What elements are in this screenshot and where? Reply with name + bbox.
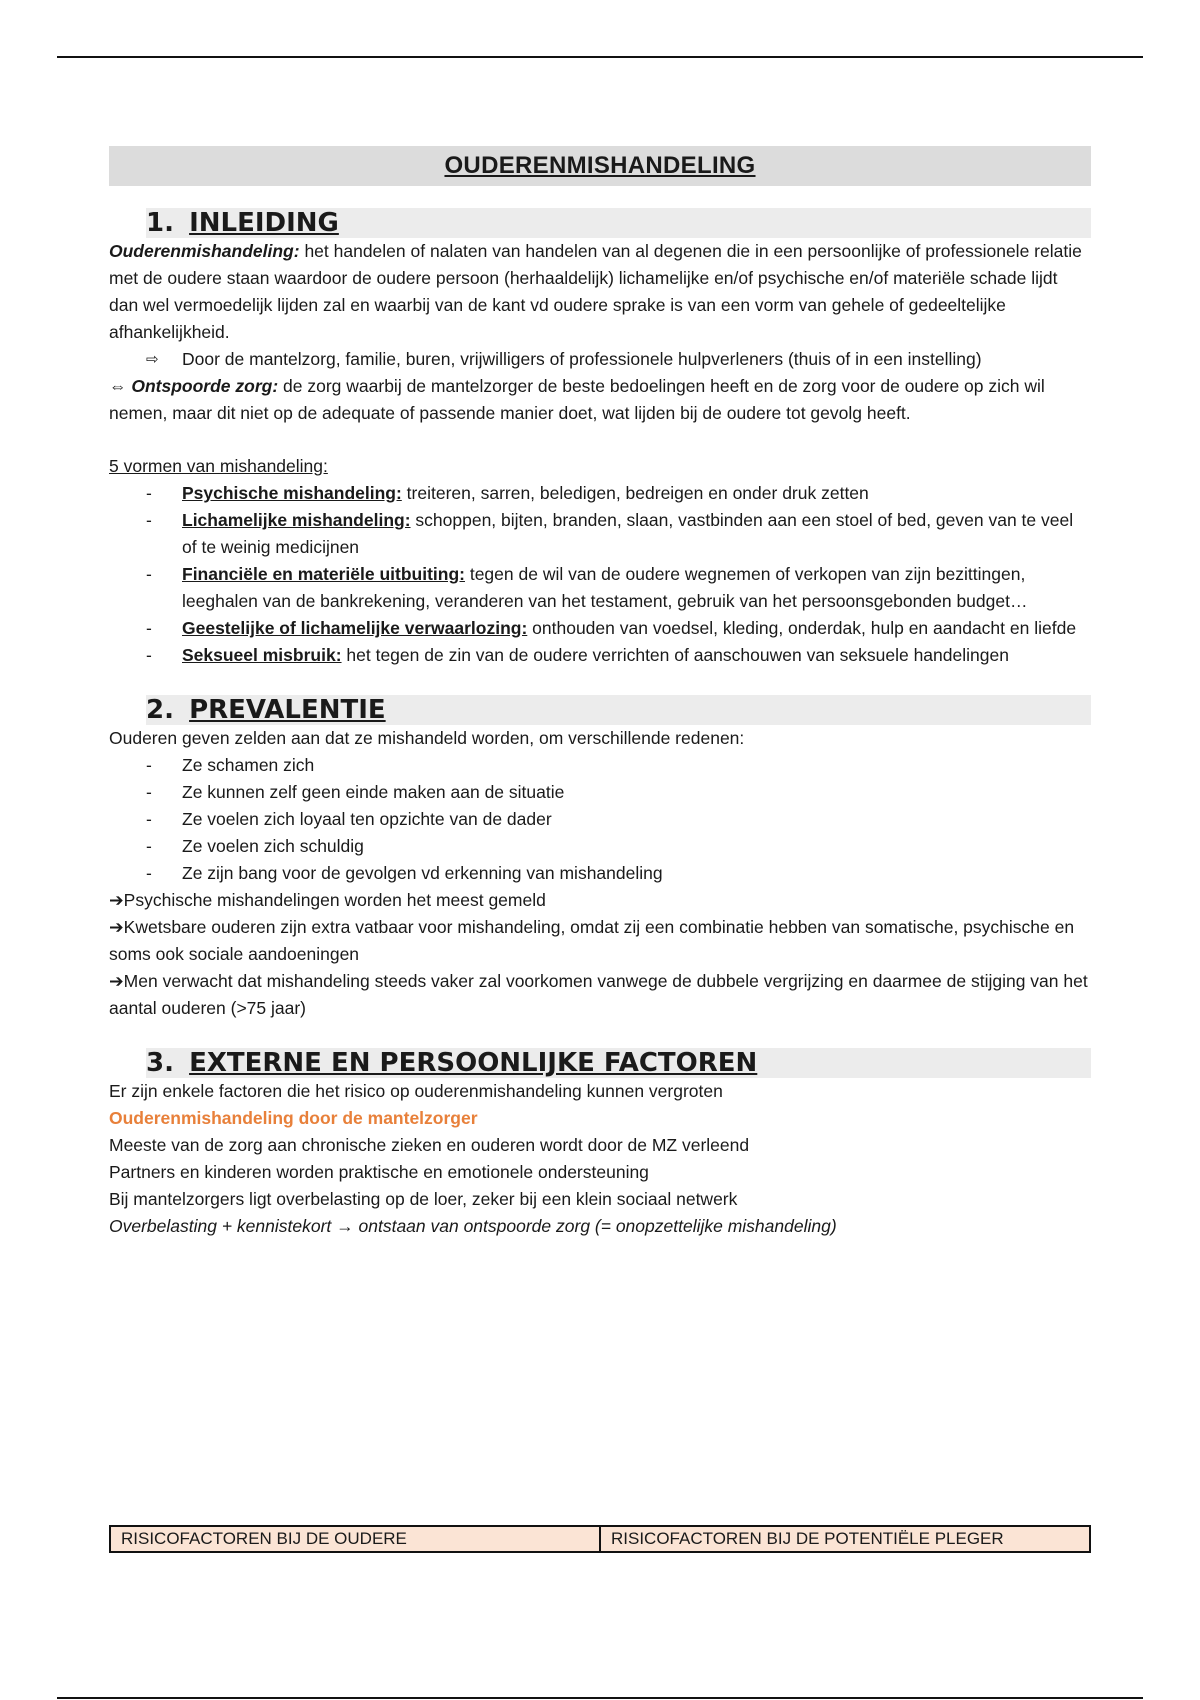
definition-paragraph — [109, 238, 1091, 346]
form-term: Geestelijke of lichamelijke verwaarlozing: — [182, 618, 528, 638]
document-body — [109, 146, 1091, 1240]
form-term: Psychische mishandeling: — [182, 483, 402, 503]
form-term: Financiële en materiële uitbuiting: — [182, 564, 465, 584]
footer-rule — [57, 1697, 1143, 1699]
dash-marker: - — [146, 510, 152, 530]
arrow-item-text: Door de mantelzorg, familie, buren, vrijwilligers of professionele hulpverleners (thuis of in een instelling) — [182, 349, 982, 369]
right-arrow-icon: ➔ — [109, 971, 124, 991]
list-item — [146, 507, 1091, 561]
list-item — [146, 615, 1091, 642]
section-heading-inleiding — [146, 208, 1091, 238]
reason-text: Ze voelen zich schuldig — [182, 836, 364, 856]
caregiver-subheading: Ouderenmishandeling door de mantelzorger — [109, 1108, 478, 1128]
factors-intro: Er zijn enkele factoren die het risico op ouderenmishandeling kunnen vergroten — [109, 1081, 723, 1101]
prevalence-intro: Ouderen geven zelden aan dat ze mishandeld worden, om verschillende redenen: — [109, 728, 745, 748]
forms-list — [109, 480, 1091, 669]
right-arrow-icon: → — [336, 1216, 354, 1236]
reason-text: Ze voelen zich loyaal ten opzichte van de dader — [182, 809, 552, 829]
list-item — [146, 779, 1091, 806]
form-text: treiteren, sarren, beledigen, bedreigen en onder druk zetten — [401, 483, 869, 503]
caregiver-line: Partners en kinderen worden praktische en emotionele ondersteuning — [109, 1162, 649, 1182]
reason-text: Ze schamen zich — [182, 755, 315, 775]
contrast-text: de zorg waarbij de mantelzorger de beste bedoelingen heeft en de zorg voor de oudere op zich wil nemen, maar dit niet op de adequate of passende manier doet, wat lijden bij de oudere tot gevolg heeft. — [109, 376, 1045, 423]
dash-marker: - — [146, 483, 152, 503]
section-number: 3. — [146, 1048, 174, 1078]
list-item — [146, 480, 1091, 507]
header-rule — [57, 56, 1143, 58]
hollow-arrow-icon: ⇨ — [146, 351, 159, 368]
point-text: Kwetsbare ouderen zijn extra vatbaar voor mishandeling, omdat zij een combinatie hebben van somatische, psychische en soms ook sociale aandoeningen — [109, 917, 1075, 964]
form-term: Seksueel misbruik: — [182, 645, 342, 665]
form-text: het tegen de zin van de oudere verrichten of aanschouwen van seksuele handelingen — [341, 645, 1009, 665]
right-arrow-icon: ➔ — [109, 917, 124, 937]
conclusion-line — [109, 1213, 1091, 1240]
arrow-point — [109, 887, 1091, 914]
table-header-pleger: RISICOFACTOREN BIJ DE POTENTIËLE PLEGER — [600, 1526, 1090, 1552]
caregiver-line: Bij mantelzorgers ligt overbelasting op de loer, zeker bij een klein sociaal netwerk — [109, 1189, 738, 1209]
arrow-point — [109, 968, 1091, 1022]
dash-marker: - — [146, 836, 152, 856]
point-text: Men verwacht dat mishandeling steeds vaker zal voorkomen vanwege de dubbele vergrijzing en daarmee de stijging van het aantal ouderen (>75 jaar) — [109, 971, 1088, 1018]
document-title: OUDERENMISHANDELING — [109, 146, 1091, 186]
conclusion-part-b: ontstaan van ontspoorde zorg (= onopzettelijke mishandeling) — [353, 1216, 837, 1236]
section-title: PREVALENTIE — [189, 695, 386, 725]
form-text: tegen de wil van de oudere wegnemen of verkopen van zijn bezittingen, leeghalen van de bankrekening, veranderen van het testament, gebruik van het persoonsgebonden budget… — [182, 564, 1028, 611]
form-text: schoppen, bijten, branden, slaan, vastbinden aan een stoel of bed, geven van te veel of te weinig medicijnen — [182, 510, 1074, 557]
list-item — [146, 752, 1091, 779]
list-item — [146, 561, 1091, 615]
arrow-list-item — [146, 346, 1091, 373]
table-header-oudere: RISICOFACTOREN BIJ DE OUDERE — [110, 1526, 600, 1552]
dash-marker: - — [146, 645, 152, 665]
contrast-paragraph — [109, 373, 1091, 427]
caregiver-line: Meeste van de zorg aan chronische zieken en ouderen wordt door de MZ verleend — [109, 1135, 750, 1155]
risk-factors-table — [109, 1525, 1091, 1553]
right-arrow-icon: ➔ — [109, 890, 124, 910]
reason-text: Ze zijn bang voor de gevolgen vd erkenning van mishandeling — [182, 863, 663, 883]
reasons-list — [109, 752, 1091, 887]
list-item — [146, 833, 1091, 860]
table-header-row — [110, 1526, 1090, 1552]
list-item — [146, 860, 1091, 887]
dash-marker: - — [146, 618, 152, 638]
definition-text: het handelen of nalaten van handelen van al degenen die in een persoonlijke of professionele relatie met de oudere staan waardoor de oudere persoon (herhaaldelijk) lichamelijke en/of psychische en/of materiële schade lijdt dan wel vermoedelijk lijden zal en waarbij van de kant vd oudere sprake is van een vorm van gehele of gedeeltelijke afhankelijkheid. — [109, 241, 1082, 342]
definition-term: Ouderenmishandeling: — [109, 241, 300, 261]
section-heading-factoren — [146, 1048, 1091, 1078]
dash-marker: - — [146, 863, 152, 883]
point-text: Psychische mishandelingen worden het meest gemeld — [123, 890, 546, 910]
dash-marker: - — [146, 782, 152, 802]
section-title: INLEIDING — [189, 208, 339, 238]
arrow-point — [109, 914, 1091, 968]
dash-marker: - — [146, 755, 152, 775]
conclusion-part-a: Overbelasting + kennistekort — [109, 1216, 337, 1236]
dash-marker: - — [146, 564, 152, 584]
section-title: EXTERNE EN PERSOONLIJKE FACTOREN — [189, 1048, 758, 1078]
double-arrow-icon: ⇔ — [109, 376, 132, 396]
form-term: Lichamelijke mishandeling: — [182, 510, 411, 530]
list-item — [146, 806, 1091, 833]
section-number: 1. — [146, 208, 174, 238]
section-heading-prevalentie — [146, 695, 1091, 725]
form-text: onthouden van voedsel, kleding, onderdak, hulp en aandacht en liefde — [527, 618, 1077, 638]
section-number: 2. — [146, 695, 174, 725]
dash-marker: - — [146, 809, 152, 829]
forms-heading: 5 vormen van mishandeling: — [109, 456, 328, 476]
reason-text: Ze kunnen zelf geen einde maken aan de situatie — [182, 782, 565, 802]
contrast-term: Ontspoorde zorg: — [131, 376, 279, 396]
list-item — [146, 642, 1091, 669]
